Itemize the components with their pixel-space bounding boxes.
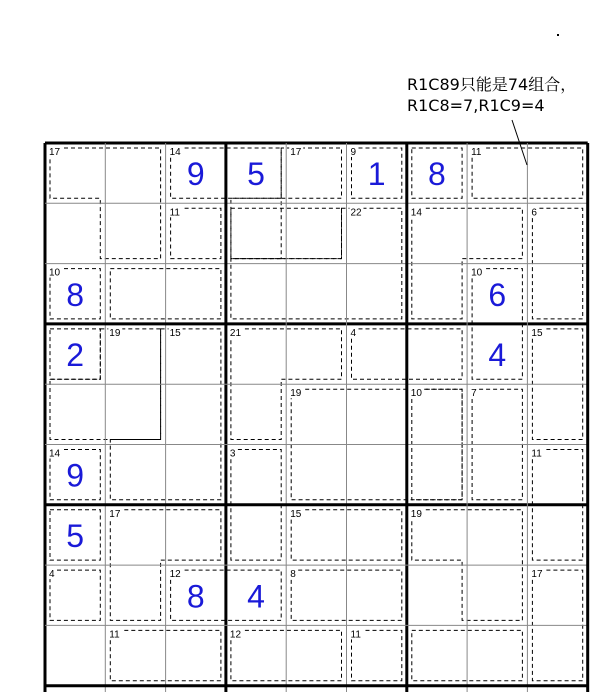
cage-sum-clue: 6: [531, 207, 537, 219]
cage-sum-clue: 17: [290, 147, 302, 158]
cage-sum-clue: 10: [471, 267, 483, 279]
cage-sum-clue: 14: [49, 448, 61, 460]
cage-sum-clue: 15: [169, 327, 181, 339]
cage-sum-clue: 11: [350, 629, 361, 641]
cage-sum-clue: 9: [350, 147, 357, 158]
cage-sum-clue: 7: [471, 388, 477, 400]
cage-sum-clue: 8: [290, 569, 296, 581]
cage-sum-clue: 17: [109, 508, 121, 520]
given-digit: 1: [367, 156, 386, 193]
grid-lines: [45, 143, 588, 692]
cage-outline: [50, 570, 100, 620]
cage-sum-clue: 15: [290, 508, 302, 520]
solving-note-line-2: R1C8=7,R1C9=4: [407, 96, 545, 115]
cage-sum-clue: 11: [531, 448, 542, 460]
cage-sum-clue: 4: [49, 569, 55, 581]
cage-sum-clue: 17: [531, 569, 543, 581]
cage-sum-clue: 10: [49, 267, 61, 279]
solving-note-line-1: R1C89只能是74组合，: [407, 75, 577, 94]
given-digit: 5: [66, 517, 85, 554]
cage-sum-clue: 3: [229, 448, 236, 460]
cage-sum-clue: 10: [410, 388, 422, 400]
given-digit: 9: [66, 457, 85, 494]
cage-sum-clue: 12: [229, 629, 242, 641]
given-digit: 8: [66, 276, 85, 313]
cage-sum-clue: 19: [109, 327, 121, 339]
cage-sum-clue: 11: [169, 207, 180, 219]
cage-sum-clue: 15: [531, 327, 543, 339]
cage-sum-clue: 14: [169, 147, 181, 158]
cage-sum-clue: 21: [229, 327, 242, 339]
cage-sum-clue: 12: [169, 569, 181, 581]
given-digit: 6: [488, 276, 507, 313]
cage-clues: [48, 146, 544, 640]
given-digit: 4: [488, 337, 507, 374]
cage-sum-clue: 11: [471, 147, 482, 158]
given-digit: 5: [247, 156, 265, 193]
cage-sum-clue: 19: [290, 388, 302, 400]
cage-sum-clue: 22: [350, 207, 362, 219]
given-digit: 2: [66, 337, 85, 374]
given-digit: 8: [186, 578, 205, 615]
given-digit: 4: [247, 578, 265, 615]
cage-outlines: [50, 148, 583, 681]
cage-sum-clue: 17: [49, 147, 61, 158]
cage-sum-clue: 14: [410, 207, 422, 219]
cage-sum-clue: 11: [109, 629, 120, 641]
cage-sum-clue: 4: [350, 327, 357, 339]
given-digit: 8: [428, 156, 446, 193]
cage-sum-clue: 19: [410, 508, 422, 520]
given-digit: 9: [186, 156, 205, 193]
